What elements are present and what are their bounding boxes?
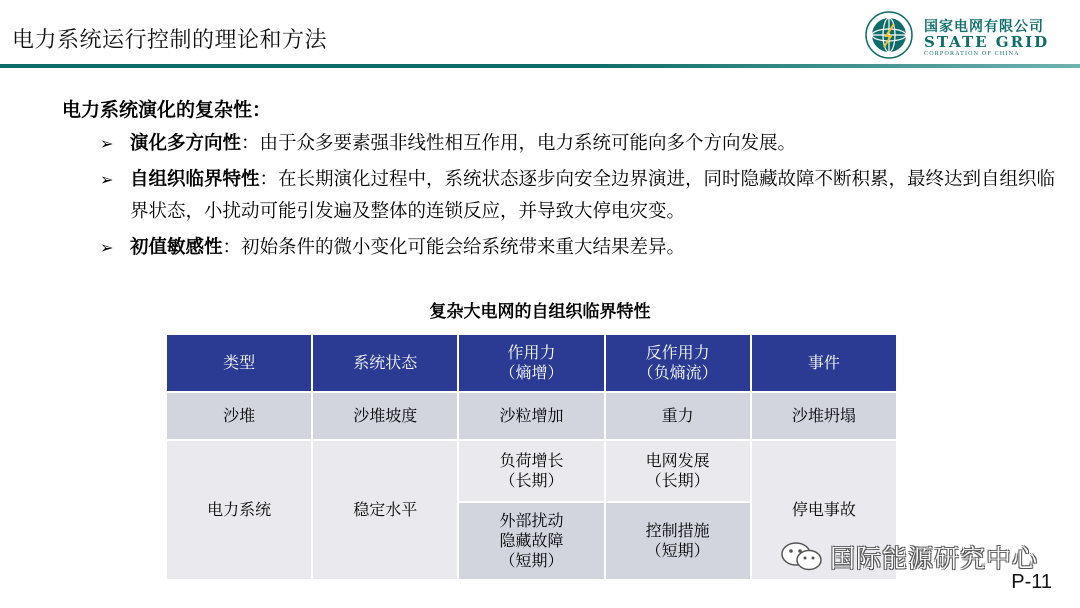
bullet-term: 初值敏感性 (130, 237, 223, 258)
cell-power-force-long (458, 440, 604, 502)
watermark (780, 540, 1038, 574)
cell-power-state: 稳定水平 (312, 440, 458, 580)
logo-company-cn: 国家电网有限公司 (924, 19, 1044, 35)
cell-sandpile-type: 沙堆 (166, 392, 312, 440)
section-heading: 电力系统演化的复杂性： (62, 99, 272, 121)
header-reaction-line1: 反作用力 (645, 343, 710, 362)
cell-text-line: 隐藏故障 (499, 531, 564, 550)
logo-company-en: STATE GRID (924, 33, 1050, 51)
table-row-power-a (166, 440, 897, 502)
cell-power-reaction-long (605, 440, 751, 502)
page-number: P-11 (1011, 571, 1052, 593)
watermark-text: 国际能源研究中心 (830, 544, 1039, 573)
header-state: 系统状态 (312, 334, 458, 392)
header-divider (0, 64, 1080, 68)
page-title: 电力系统运行控制的理论和方法 (12, 28, 328, 53)
table-caption: 复杂大电网的自组织临界特性 (429, 302, 651, 322)
logo-company-sub: CORPORATION OF CHINA (924, 51, 1020, 57)
header-force (458, 334, 604, 392)
cell-text-line: 负荷增长 (499, 451, 564, 470)
state-grid-logo (864, 10, 1074, 60)
bullet-item (100, 232, 1060, 264)
wechat-icon (780, 541, 824, 573)
cell-power-type: 电力系统 (166, 440, 312, 580)
cell-text-line: 电网发展 (645, 451, 710, 470)
cell-sandpile-reaction: 重力 (605, 392, 751, 440)
bullet-list (100, 128, 1060, 268)
cell-text-line: 控制措施 (645, 521, 710, 540)
bullet-item (100, 128, 1060, 160)
arrow-bullet-icon: ➢ (100, 134, 114, 153)
cell-text-line: （长期） (499, 471, 564, 490)
header-event: 事件 (751, 334, 897, 392)
bullet-text: ：由于众多要素强非线性相互作用，电力系统可能向多个方向发展。 (241, 133, 797, 154)
bullet-text: ：初始条件的微小变化可能会给系统带来重大结果差异。 (222, 237, 686, 258)
cell-sandpile-event: 沙堆坍塌 (751, 392, 897, 440)
cell-text-line: （短期） (645, 541, 710, 560)
cell-sandpile-state: 沙堆坡度 (312, 392, 458, 440)
cell-power-event: 停电事故 (751, 440, 897, 580)
header-reaction-line2: （负熵流） (637, 363, 718, 382)
header-force-line2: （熵增） (499, 363, 564, 382)
cell-power-reaction-short (605, 502, 751, 580)
cell-text-line: 外部扰动 (499, 511, 564, 530)
cell-power-force-short (458, 502, 604, 580)
table-row-sandpile (166, 392, 897, 440)
bullet-item (100, 164, 1060, 228)
cell-text-line: （短期） (499, 551, 564, 570)
header-force-line1: 作用力 (507, 343, 556, 362)
cell-sandpile-force: 沙粒增加 (458, 392, 604, 440)
cell-text-line: （长期） (645, 471, 710, 490)
bullet-term: 演化多方向性 (130, 133, 242, 154)
bullet-text: ：在长期演化过程中，系统状态逐步向安全边界演进，同时隐藏故障不断积累，最终达到自组织临界状态，小扰动可能引发遍及整体的连锁反应，并导致大停电灾变。 (130, 169, 1056, 222)
header-reaction (605, 334, 751, 392)
table-header-row (166, 334, 897, 392)
arrow-bullet-icon: ➢ (100, 170, 114, 189)
bullet-term: 自组织临界特性 (130, 169, 260, 190)
header-type: 类型 (166, 334, 312, 392)
globe-emblem-icon (864, 10, 914, 60)
arrow-bullet-icon: ➢ (100, 238, 114, 257)
